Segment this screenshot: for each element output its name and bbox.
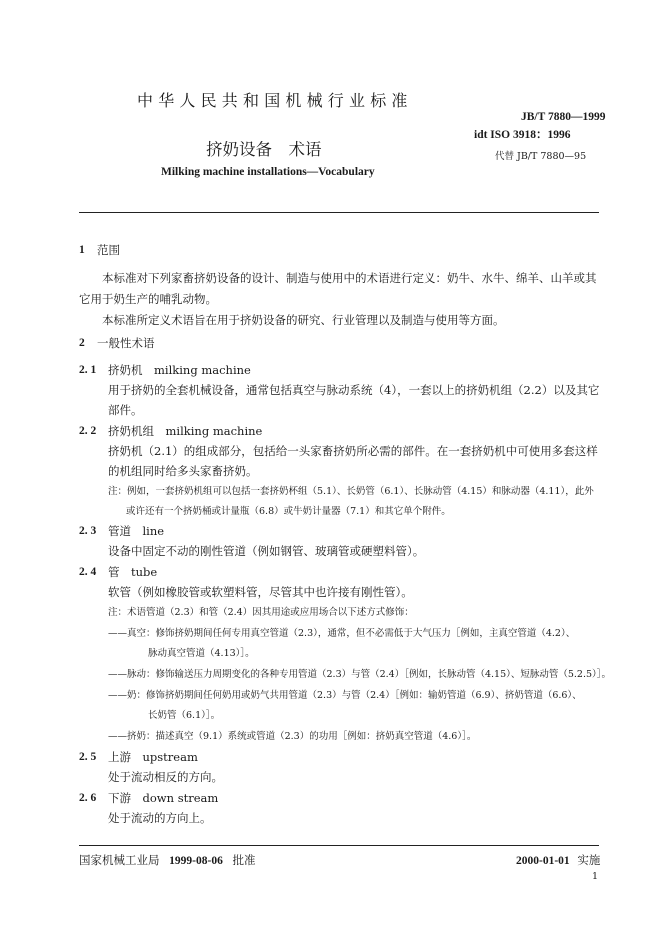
implementation-action: 实施 bbox=[577, 853, 601, 867]
definition-line: 处于流动的方向上。 bbox=[108, 811, 212, 825]
term-title: 下游 down stream bbox=[108, 791, 219, 805]
implementation-info bbox=[516, 852, 600, 868]
note-line: 脉动真空管道（4.13）］。 bbox=[148, 648, 255, 659]
standard-number: JB/T 7880—1999 bbox=[521, 111, 606, 123]
note-line: ——奶：修饰挤奶期间任何奶用或奶气共用管道（2.3）与管（2.4）［例如：输奶管道（6.9）、挤奶管道（6.6）、 bbox=[108, 690, 582, 701]
header-divider bbox=[79, 212, 599, 213]
definition-line: 用于挤奶的全套机械设备，通常包括真空与脉动系统（4），一套以上的挤奶机组（2.2）以及其它 bbox=[108, 383, 600, 397]
term-title: 管 tube bbox=[108, 565, 158, 579]
definition-line: 处于流动相反的方向。 bbox=[108, 770, 223, 784]
section-heading: 范围 bbox=[97, 243, 120, 257]
term-number: 2. 6 bbox=[79, 792, 97, 804]
term-number: 2. 1 bbox=[79, 364, 97, 376]
term-number: 2. 3 bbox=[79, 525, 97, 537]
approval-info bbox=[79, 852, 255, 868]
approval-date: 1999-08-06 bbox=[169, 855, 223, 867]
approval-org: 国家机械工业局 bbox=[79, 853, 160, 867]
term-title: 挤奶机组 milking machine bbox=[108, 424, 263, 438]
page-number: 1 bbox=[592, 871, 599, 882]
note-line: 长奶管（6.1）］。 bbox=[148, 710, 221, 721]
note-line: ——真空：修饰挤奶期间任何专用真空管道（2.3），通常，但不必需低于大气压力［例如，主真空管道（4.2）、 bbox=[108, 628, 576, 639]
definition-line: 部件。 bbox=[108, 403, 143, 417]
term-title: 上游 upstream bbox=[108, 750, 198, 764]
paragraph-line: 本标准所定义术语旨在用于挤奶设备的研究、行业管理以及制造与使用等方面。 bbox=[102, 313, 505, 327]
note-line: ——挤奶：描述真空（9.1）系统或管道（2.3）的功用［例如：挤奶真空管道（4.6）］。 bbox=[108, 731, 477, 742]
term-title: 挤奶机 milking machine bbox=[108, 363, 251, 377]
standard-organization: 中华人民共和国机械行业标准 bbox=[137, 91, 413, 110]
implementation-date: 2000-01-01 bbox=[516, 855, 570, 867]
definition-line: 设备中固定不动的刚性管道（例如钢管、玻璃管或硬塑料管）。 bbox=[108, 544, 425, 558]
definition-line: 软管（例如橡胶管或软塑料管，尽管其中也许接有刚性管）。 bbox=[108, 585, 413, 599]
section-number: 1 bbox=[79, 244, 85, 256]
note-line: 注：例如，一套挤奶机组可以包括一套挤奶杯组（5.1）、长奶管（6.1）、长脉动管（4.15）和脉动器（4.11），此外 bbox=[108, 486, 594, 497]
section-heading: 一般性术语 bbox=[97, 336, 155, 350]
footer-divider bbox=[79, 845, 599, 846]
definition-line: 挤奶机（2.1）的组成部分，包括给一头家畜挤奶所必需的部件。在一套挤奶机中可使用多套这样 bbox=[108, 444, 598, 458]
note-line: 注：术语管道（2.3）和管（2.4）因其用途或应用场合以下述方式修饰： bbox=[108, 607, 414, 618]
document-title-cn: 挤奶设备 术语 bbox=[206, 140, 322, 159]
section-number: 2 bbox=[79, 337, 85, 349]
note-line: 或许还有一个挤奶桶或计量瓶（6.8）或牛奶计量器（7.1）和其它单个附件。 bbox=[126, 506, 451, 517]
document-title-en: Milking machine installations—Vocabulary bbox=[161, 166, 375, 178]
definition-line: 的机组同时给多头家畜挤奶。 bbox=[108, 464, 258, 478]
term-title: 管道 line bbox=[108, 524, 165, 538]
paragraph-line: 本标准对下列家畜挤奶设备的设计、制造与使用中的术语进行定义：奶牛、水牛、绵羊、山羊或其 bbox=[102, 271, 597, 285]
term-number: 2. 5 bbox=[79, 751, 97, 763]
paragraph-line: 它用于奶生产的哺乳动物。 bbox=[79, 292, 217, 306]
term-number: 2. 2 bbox=[79, 425, 97, 437]
approval-action: 批准 bbox=[232, 853, 256, 867]
term-number: 2. 4 bbox=[79, 566, 97, 578]
replaces-standard: 代替 JB/T 7880—95 bbox=[495, 151, 587, 162]
note-line: ——脉动：修饰输送压力周期变化的各种专用管道（2.3）与管（2.4）［例如，长脉动管（4.15）、短脉动管（5.2.5）］。 bbox=[108, 669, 612, 680]
identical-standard: idt ISO 3918：1996 bbox=[474, 129, 571, 141]
